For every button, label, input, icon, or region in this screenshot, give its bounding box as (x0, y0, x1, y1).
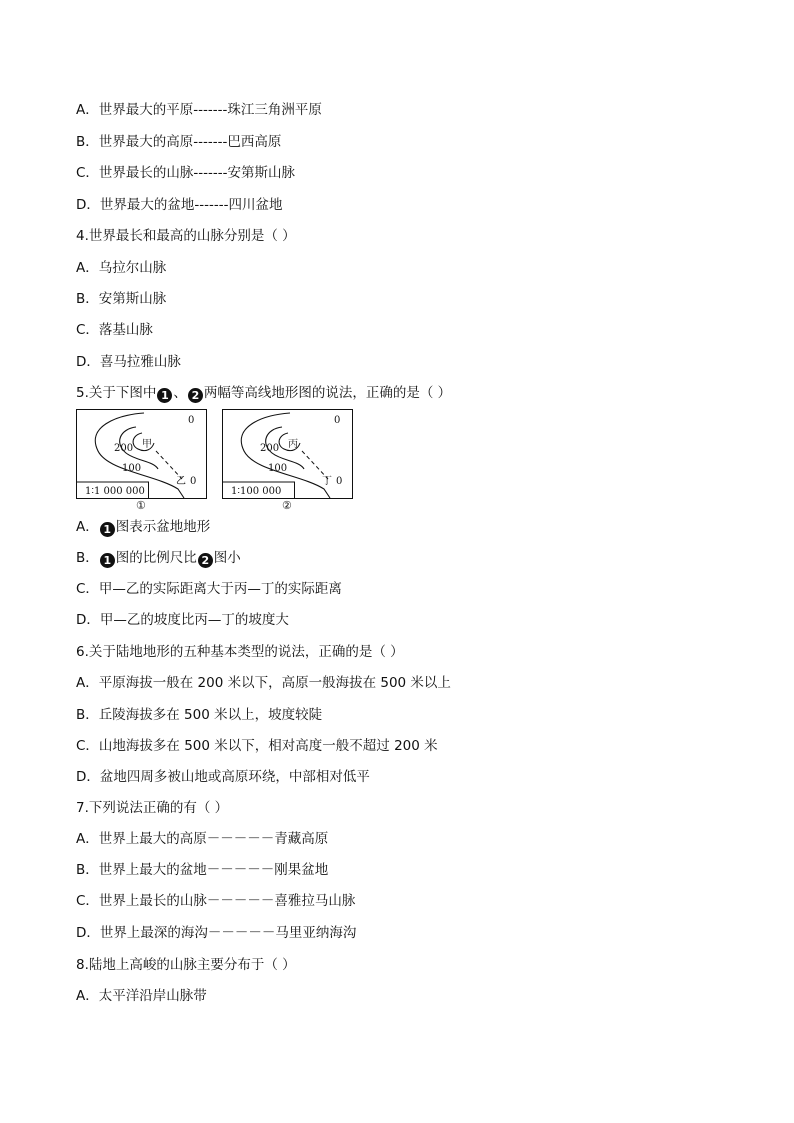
q5-stem-text-1: 5.关于下图中 (76, 385, 157, 401)
contour-label-0-top: 0 (334, 415, 341, 426)
q4-stem: 4.世界最长和最高的山脉分别是（ ） (76, 228, 296, 244)
q4-option-c: C．落基山脉 (76, 322, 153, 338)
q8-option-a: A．太平洋沿岸山脉带 (76, 988, 207, 1004)
point-label-ding: 丁 (322, 476, 332, 487)
circled-number-1: 1 (100, 553, 115, 568)
q5-option-d: D．甲—乙的坡度比丙—丁的坡度大 (76, 612, 289, 628)
scale-label-1: 1∶1 000 000 (85, 486, 145, 497)
q5-option-b-mid: 图的比例尺比 (115, 550, 197, 566)
circled-number-2: 2 (198, 553, 213, 568)
contour-label-200: 200 (114, 443, 134, 454)
contour-map-1 (76, 409, 208, 501)
q5-option-c: C．甲—乙的实际距离大于丙—丁的实际距离 (76, 581, 342, 597)
q7-option-d: D．世界上最深的海沟－－－－－马里亚纳海沟 (76, 925, 357, 941)
q6-stem: 6.关于陆地地形的五种基本类型的说法，正确的是（ ） (76, 644, 404, 660)
figure-caption-1: ① (136, 499, 146, 512)
q6-option-d: D．盆地四周多被山地或高原环绕，中部相对低平 (76, 769, 370, 785)
q6-option-a: A．平原海拔一般在 200 米以下，高原一般海拔在 500 米以上 (76, 675, 451, 691)
contour-label-100: 100 (268, 463, 288, 474)
circled-number-1: 1 (157, 388, 172, 403)
figure-caption-2: ② (282, 499, 292, 512)
q7-option-a: A．世界上最大的高原－－－－－青藏高原 (76, 831, 329, 847)
q5-stem-text-3: 两幅等高线地形图的说法，正确的是（ ） (203, 385, 452, 401)
contour-label-100: 100 (122, 463, 142, 474)
contour-label-0-top: 0 (188, 415, 195, 426)
q7-stem: 7.下列说法正确的有（ ） (76, 800, 229, 816)
contour-label-0-bottom: 0 (190, 476, 197, 487)
q7-option-c: C．世界上最长的山脉－－－－－喜雅拉马山脉 (76, 893, 356, 909)
q5-option-b-prefix: B． (76, 550, 99, 566)
q3-option-a: A．世界最大的平原-------珠江三角洲平原 (76, 102, 322, 118)
q5-option-b-text: 图小 (213, 550, 241, 566)
contour-label-0-bottom: 0 (336, 476, 343, 487)
q3-option-d: D．世界最大的盆地-------四川盆地 (76, 197, 283, 213)
q5-stem (76, 384, 451, 403)
q5-option-a-prefix: A． (76, 519, 99, 535)
q3-option-c: C．世界最长的山脉-------安第斯山脉 (76, 165, 296, 181)
q4-option-b: B．安第斯山脉 (76, 291, 167, 307)
circled-number-1: 1 (100, 522, 115, 537)
point-label-bing: 丙 (288, 439, 298, 450)
q5-option-b (76, 549, 241, 568)
q5-option-a-text: 图表示盆地地形 (115, 519, 211, 535)
q8-stem: 8.陆地上高峻的山脉主要分布于（ ） (76, 957, 296, 973)
scale-label-2: 1∶100 000 (231, 486, 282, 497)
q3-option-b: B．世界最大的高原-------巴西高原 (76, 134, 282, 150)
point-label-yi: 乙 (176, 476, 186, 487)
q4-option-d: D．喜马拉雅山脉 (76, 354, 181, 370)
circled-number-2: 2 (188, 388, 203, 403)
q5-stem-text-2: 、 (173, 385, 187, 401)
contour-map-2 (222, 409, 354, 501)
q5-option-a (76, 518, 210, 537)
q7-option-b: B．世界上最大的盆地－－－－－刚果盆地 (76, 862, 329, 878)
contour-label-200: 200 (260, 443, 280, 454)
q4-option-a: A．乌拉尔山脉 (76, 260, 167, 276)
q6-option-b: B．丘陵海拔多在 500 米以上，坡度较陡 (76, 707, 323, 723)
point-label-jia: 甲 (142, 439, 152, 450)
q6-option-c: C．山地海拔多在 500 米以下，相对高度一般不超过 200 米 (76, 738, 438, 754)
